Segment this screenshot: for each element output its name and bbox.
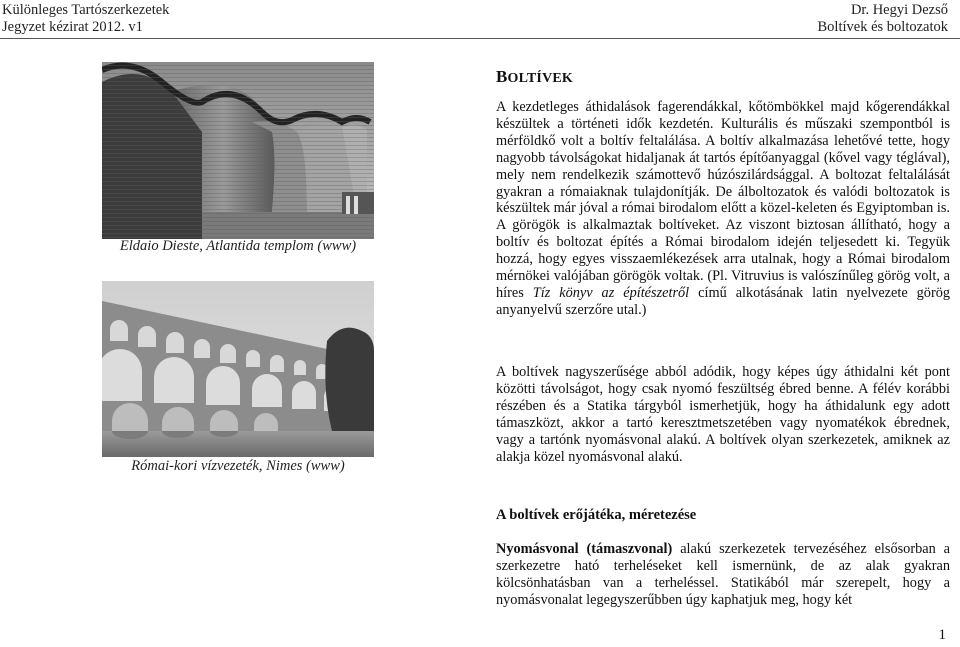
thrust-line-paragraph bbox=[496, 541, 950, 609]
header-right bbox=[818, 2, 948, 36]
page-number: 1 bbox=[938, 627, 946, 643]
intro-text-end: című alkotásának latin nyelvezete görög anyanyelvű szerzőre utal.) bbox=[496, 284, 951, 318]
eladio-dieste-church-photo bbox=[102, 62, 374, 239]
intro-paragraph bbox=[496, 99, 950, 319]
figure-caption-dieste: Eldaio Dieste, Atlantida templom (www) bbox=[119, 238, 357, 254]
intro-text: A kezdetleges áthidalások fagerendákkal, kőtömbökkel majd kőgerendákkal készültek a történeti idők kezdetén. Kulturális és műszaki szempontból is mérföldkő volt a boltív feltalálása. A boltív alkalmazása lehetővé tette, hogy nagyobb távolságokat hidaljanak át tartós építőanyaggal (kővel vagy téglával), mely nem rendelkezik számottevő húzószilárdsággal. A boltozat feltalálását gyakran a rómaiaknak tulajdonítják. De álboltozatok és valódi boltozatok is készültek már jóval a római birodalom előtt a közel-keleten és Egyiptomban is. A görögök is alkalmaztak boltíveket. Az viszont biztosan állítható, hogy a boltív és boltozat építés a Római birodalom idején teljesedett ki. Tegyük hozzá, hogy egyes visszaemlékezések arra utalnak, hogy a Római birodalom mérnökei valójában görögök voltak. (Pl. Vitruvius is valószínűleg görög volt, a híres bbox=[496, 99, 950, 301]
arch-paragraph bbox=[496, 364, 950, 465]
section-title bbox=[496, 67, 573, 87]
document-version: Jegyzet kézirat 2012. v1 bbox=[2, 19, 143, 35]
subsection-title: A boltívek erőjátéka, méretezése bbox=[496, 507, 697, 523]
chapter-title: Boltívek és boltozatok bbox=[817, 19, 948, 35]
book-title: Tíz könyv az építészetről bbox=[532, 284, 690, 301]
thrust-line-term: Nyomásvonal (támaszvonal) bbox=[496, 541, 673, 557]
thrust-line-text: alakú szerkezetek tervezéséhez elsősorban a szerkezetre ható terheléseket kell ismernünk, de az alak gyakran kölcsönhatásban van a terheléssel. Statikából már szerepelt, hogy a nyomásvonalat legegyszerűbben úgy kaphatjuk meg, hogy két bbox=[496, 541, 950, 608]
arch-text: A boltívek nagyszerűsége abból adódik, hogy képes úgy áthidalni két pont közötti távolságot, hogy csak nyomó feszültség ébred benne. A félév korábbi részében és a Statika tárgyból ismerhetjük, hogy ha áthidalunk egy adott támaszközt, akkor a tartó keresztmetszetében vagy nyomatékok ébrednek, vagy a tartónk nyomásvonal alakú. A boltívek olyan szerkezetek, amiknek az alakja közel nyomásvonal alakú. bbox=[496, 364, 950, 465]
section-title-rest: OLTÍVEK bbox=[507, 71, 574, 86]
section-title-initial: B bbox=[496, 67, 508, 86]
figure-caption-aqueduct: Római-kori vízvezeték, Nimes (www) bbox=[131, 458, 345, 474]
roman-aqueduct-photo bbox=[102, 281, 374, 457]
header-divider bbox=[0, 38, 960, 39]
author-name: Dr. Hegyi Dezső bbox=[850, 2, 948, 18]
course-title: Különleges Tartószerkezetek bbox=[2, 2, 170, 18]
header-left bbox=[2, 2, 169, 36]
